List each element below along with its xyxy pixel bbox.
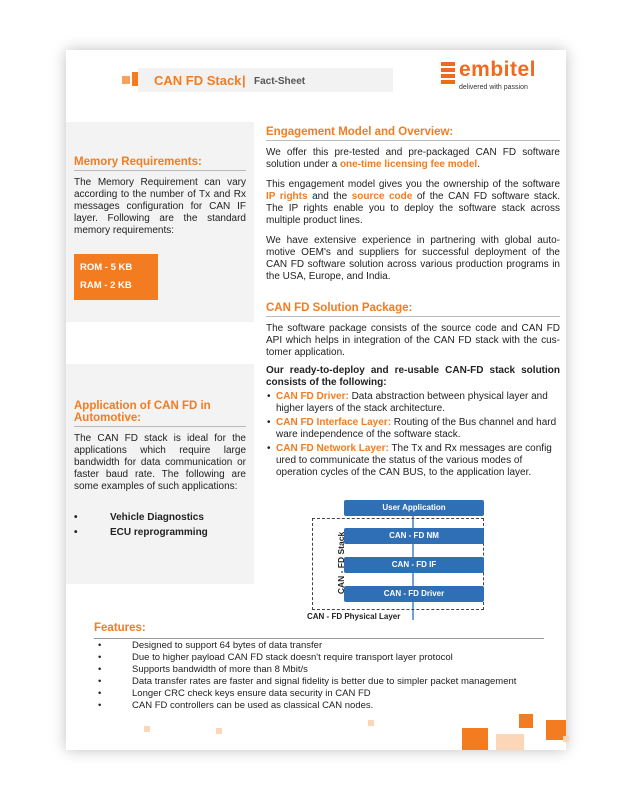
solution-section xyxy=(266,302,560,481)
engagement-paragraph: We have extensive experience in partnering with global auto-motive OEM's and suppliers for successful deployment of the CAN FD software solution across various production programs in the USA, Europe, and India. xyxy=(266,235,560,282)
application-heading: Application of CAN FD in Automotive: xyxy=(74,400,246,427)
application-body: The CAN FD stack is ideal for the applications which require large bandwidth for data communication or faster baud rate. The following are some examples of such applications: xyxy=(74,433,246,492)
logo-tagline: delivered with passion xyxy=(459,84,528,91)
feature-item: • Designed to support 64 bytes of data transfer xyxy=(96,640,556,652)
page-subtitle: Fact-Sheet xyxy=(254,76,306,87)
features-heading-row xyxy=(94,618,544,639)
highlight-licensing: one-time licensing fee model xyxy=(339,159,478,170)
memory-heading: Memory Requirements: xyxy=(74,156,246,171)
decor-square xyxy=(563,736,569,742)
logo-wordmark: embitel xyxy=(459,58,537,81)
layer-can-fd-if: CAN - FD IF xyxy=(344,557,484,573)
feature-item: • Supports bandwidth of more than 8 Mbit/s xyxy=(96,664,556,676)
feature-item: • Due to higher payload CAN FD stack doesn't require transport layer protocol xyxy=(96,652,556,664)
list-item xyxy=(276,443,560,479)
engagement-heading: Engagement Model and Overview: xyxy=(266,126,560,141)
application-section xyxy=(74,400,246,493)
feature-item: • Data transfer rates are faster and signal fidelity is better due to simpler packet management xyxy=(96,676,556,688)
list-text: The Tx and Rx messages are config ured to communicate the status of the various modes of operation cycles of the CAN BUS, to the application layer. xyxy=(276,443,552,478)
application-item: Vehicle Diagnostics xyxy=(110,512,204,523)
solution-heading: CAN FD Solution Package: xyxy=(266,302,560,317)
page-title: CAN FD Stack xyxy=(154,73,242,88)
list-term: CAN FD Network Layer: xyxy=(276,443,389,454)
engagement-paragraph xyxy=(266,179,560,227)
decor-square xyxy=(216,728,222,734)
features-heading: Features: xyxy=(94,622,146,634)
text-run: . xyxy=(477,159,480,170)
logo-mark-icon xyxy=(441,62,457,84)
bullet-icon: • xyxy=(74,527,78,538)
memory-body: The Memory Requirement can vary according to the number of Tx and Rx messages configuration for CAN IF layer. Following are the standard memory requirements: xyxy=(74,177,246,236)
list-item xyxy=(276,391,560,415)
title-separator: | xyxy=(242,73,246,88)
decor-square xyxy=(368,720,374,726)
can-fd-stack-diagram xyxy=(307,500,492,630)
engagement-paragraph xyxy=(266,147,560,171)
memory-spec-box xyxy=(74,254,158,300)
engagement-section xyxy=(266,126,560,283)
bullet-icon: • xyxy=(74,512,78,523)
features-list xyxy=(96,640,556,712)
decor-square xyxy=(122,76,130,84)
list-item xyxy=(276,417,560,441)
feature-item: • CAN FD controllers can be used as classical CAN nodes. xyxy=(96,700,556,712)
layer-user-application: User Application xyxy=(344,500,484,516)
ram-value: RAM - 2 KB xyxy=(80,280,132,291)
solution-paragraph: The software package consists of the source code and CAN FD API which helps in integration of the CAN FD stack with the cus-tomer application. xyxy=(266,323,560,358)
rom-value: ROM - 5 KB xyxy=(80,262,133,273)
text-run: and the xyxy=(307,191,352,202)
solution-list xyxy=(266,391,560,479)
highlight-ip-rights: IP rights xyxy=(266,191,308,202)
layer-can-fd-nm: CAN - FD NM xyxy=(344,528,484,544)
layer-can-fd-driver: CAN - FD Driver xyxy=(344,586,484,602)
list-text: Routing of the Bus channel and hard ware independence of the software stack. xyxy=(276,417,557,440)
decor-square xyxy=(144,726,150,732)
application-item: ECU reprogramming xyxy=(110,527,208,538)
text-run: We offer this pre-tested and pre-packaged CAN FD software solution under a xyxy=(266,147,560,170)
decor-square xyxy=(519,714,533,728)
decor-square xyxy=(462,728,488,750)
company-logo xyxy=(441,60,561,100)
text-run: This engagement model gives you the ownership of the software xyxy=(266,179,560,190)
text-run: of the CAN FD software stack. The IP rights enable you to deploy the software stack across multiple product lines. xyxy=(266,191,561,226)
stack-label: CAN - FD Stack xyxy=(336,531,347,595)
decor-square xyxy=(496,734,524,750)
solution-intro: Our ready-to-deploy and re-usable CAN-FD stack solution consists of the following: xyxy=(266,365,560,388)
list-term: CAN FD Interface Layer: xyxy=(276,417,392,428)
physical-layer-label: CAN - FD Physical Layer xyxy=(307,612,401,621)
list-term: CAN FD Driver: xyxy=(276,391,349,402)
highlight-source-code: source code xyxy=(351,191,413,202)
fact-sheet-page xyxy=(66,50,566,750)
memory-section xyxy=(74,156,246,237)
feature-item: • Longer CRC check keys ensure data security in CAN FD xyxy=(96,688,556,700)
list-text: Data abstraction between physical layer and higher layers of the stack architecture. xyxy=(276,391,548,414)
